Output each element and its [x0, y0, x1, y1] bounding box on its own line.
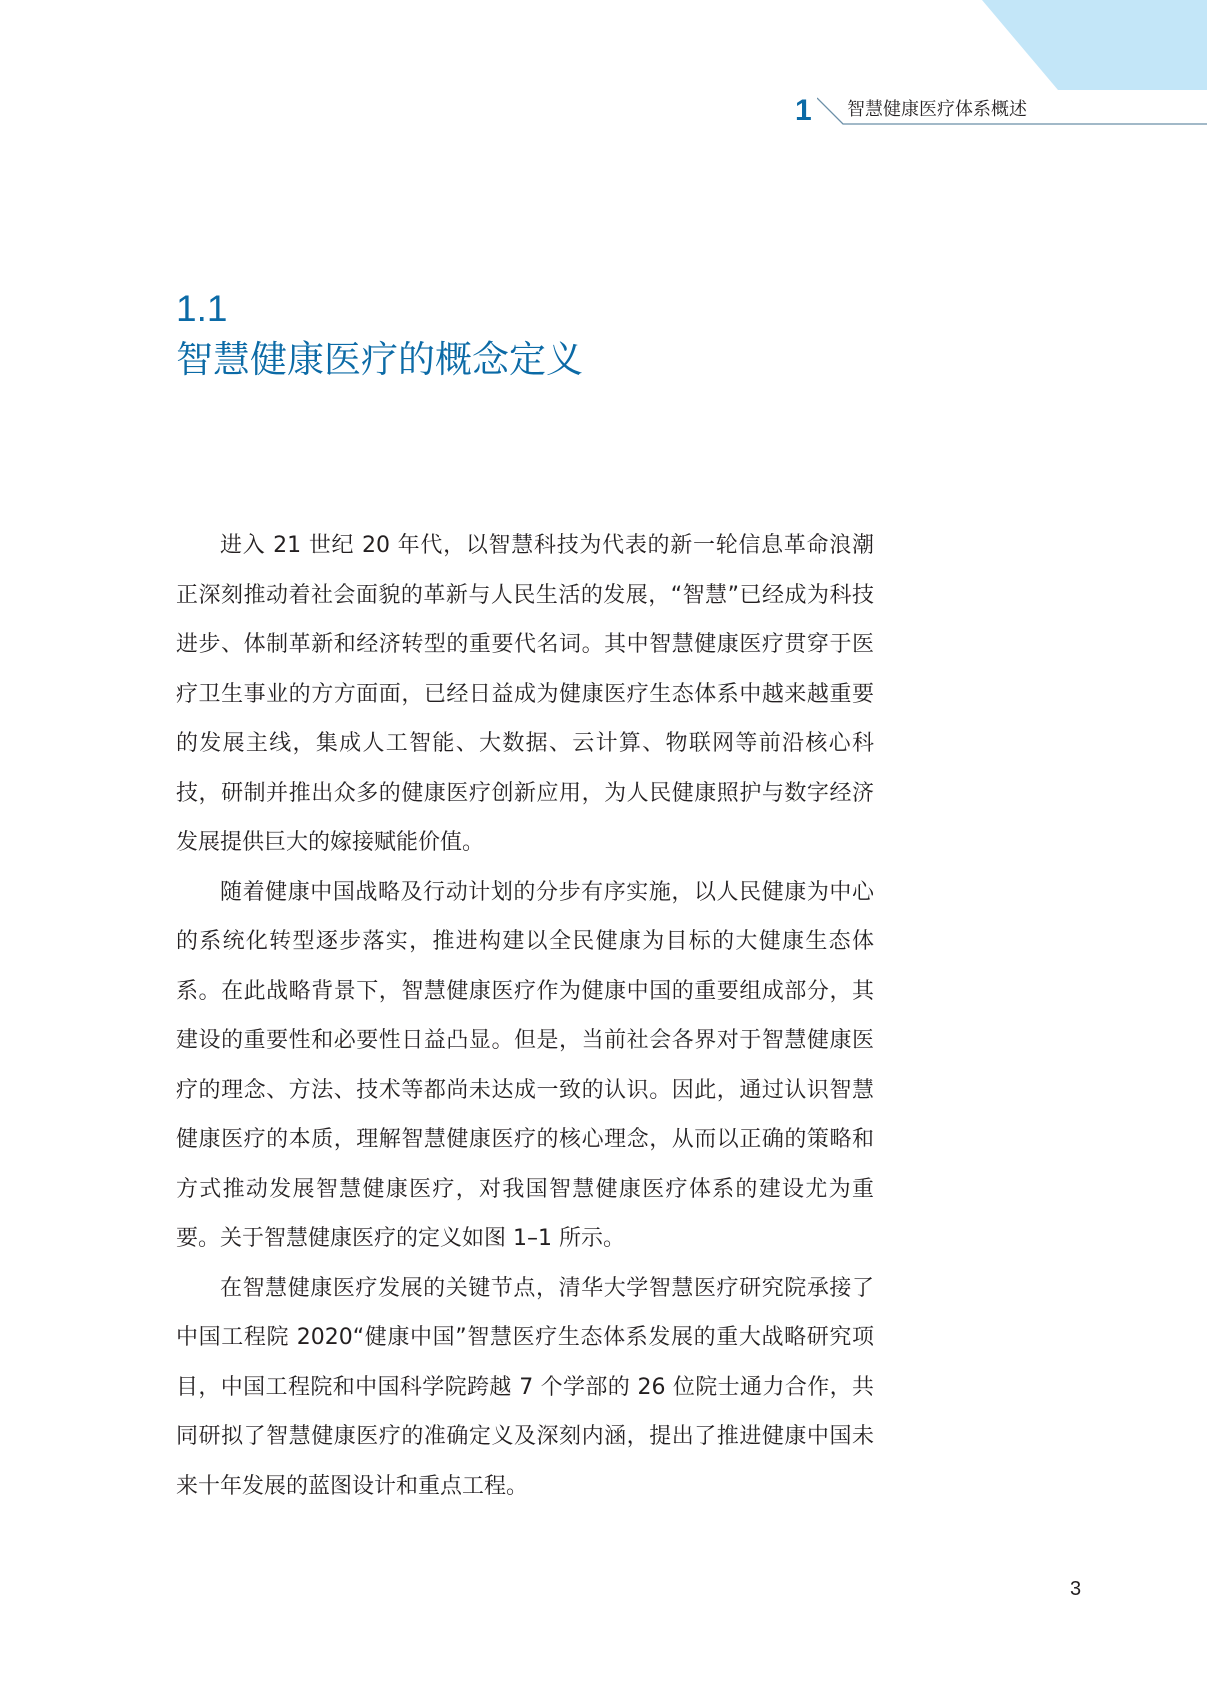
body-text [176, 521, 874, 1511]
chapter-number: 1 [795, 94, 812, 127]
section-number: 1.1 [176, 288, 228, 329]
paragraph: 随着健康中国战略及行动计划的分步有序实施，以人民健康为中心的系统化转型逐步落实，推进构建以全民健康为目标的大健康生态体系。在此战略背景下，智慧健康医疗作为健康中国的重要组成部分，其建设的重要性和必要性日益凸显。但是，当前社会各界对于智慧健康医疗的理念、方法、技术等都尚未达成一致的认识。因此，通过认识智慧健康医疗的本质，理解智慧健康医疗的核心理念，从而以正确的策略和方式推动发展智慧健康医疗，对我国智慧健康医疗体系的建设尤为重要。关于智慧健康医疗的定义如图 1–1 所示。 [176, 879, 874, 1251]
paragraph: 进入 21 世纪 20 年代，以智慧科技为代表的新一轮信息革命浪潮正深刻推动着社会面貌的革新与人民生活的发展，“智慧”已经成为科技进步、体制革新和经济转型的重要代名词。其中智慧健康医疗贯穿于医疗卫生事业的方方面面，已经日益成为健康医疗生态体系中越来越重要的发展主线，集成人工智能、大数据、云计算、物联网等前沿核心科技，研制并推出众多的健康医疗创新应用，为人民健康照护与数字经济发展提供巨大的嫁接赋能价值。 [176, 533, 874, 855]
chapter-title: 智慧健康医疗体系概述 [847, 99, 1027, 120]
section-title: 智慧健康医疗的概念定义 [176, 338, 583, 381]
running-header [795, 96, 1207, 126]
page-number: 3 [1070, 1578, 1082, 1600]
corner-decoration [0, 0, 1207, 100]
paragraph: 在智慧健康医疗发展的关键节点，清华大学智慧医疗研究院承接了中国工程院 2020“健康中国”智慧医疗生态体系发展的重大战略研究项目，中国工程院和中国科学院跨越 7 个学部的 26 位院士通力合作，共同研拟了智慧健康医疗的准确定义及深刻内涵，提出了推进健康中国未来十年发展的蓝图设计和重点工程。 [176, 1275, 874, 1499]
